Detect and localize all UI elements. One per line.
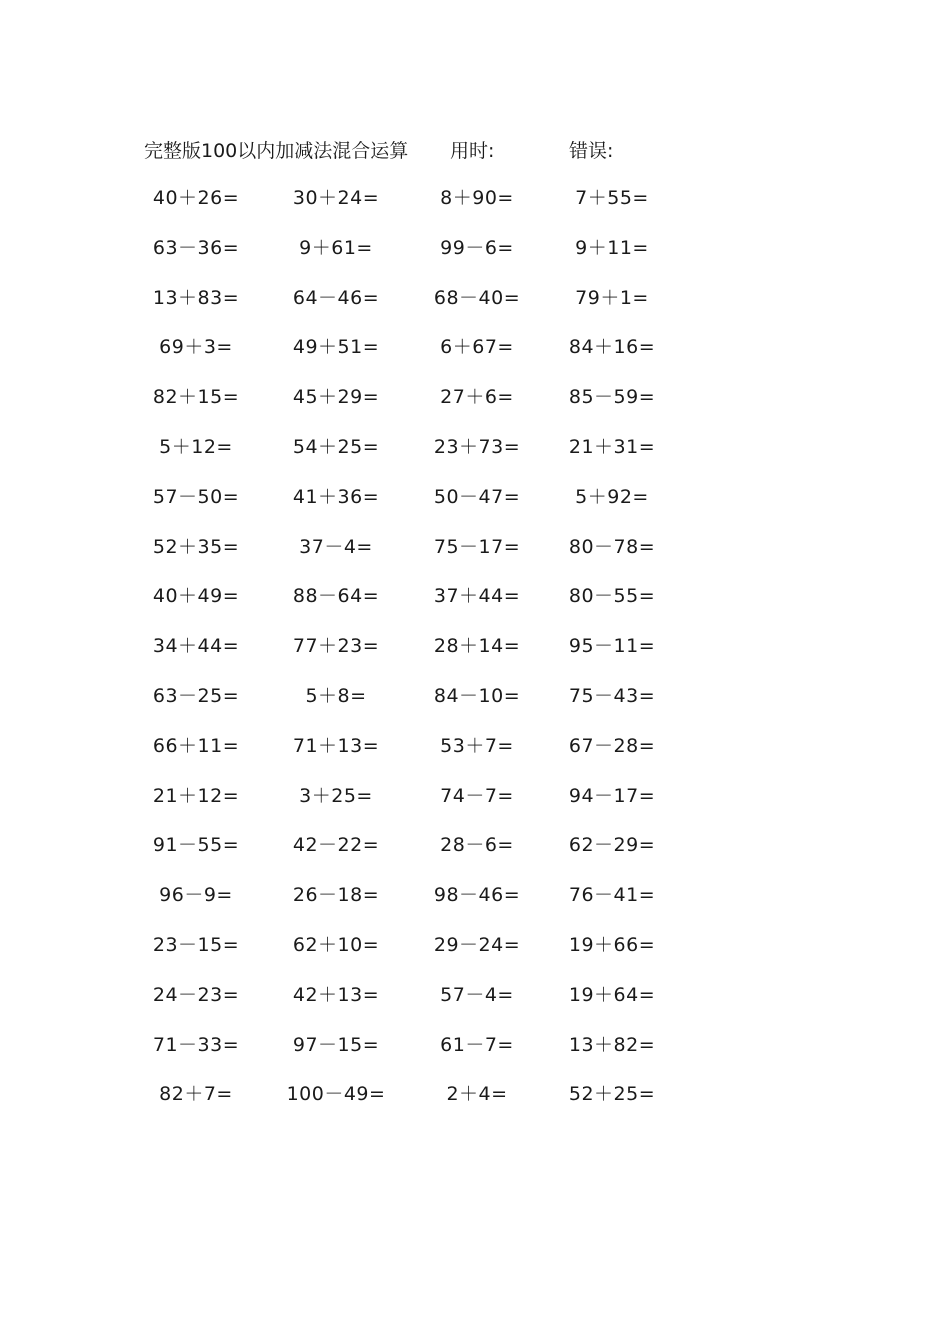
- problem-row: [0, 233, 950, 283]
- math-problem: 6＋67=: [440, 336, 514, 359]
- problem-row: [0, 382, 950, 432]
- math-problem: 96－9=: [159, 884, 233, 907]
- math-problem: 40＋49=: [152, 585, 240, 608]
- problem-row: [0, 631, 950, 681]
- math-problem: 75－43=: [568, 684, 656, 707]
- math-problem: 23－15=: [152, 933, 240, 956]
- problem-row: [0, 532, 950, 582]
- worksheet-header: [0, 136, 950, 166]
- math-problem: 23＋73=: [433, 435, 521, 458]
- problem-row: [0, 581, 950, 631]
- math-problem: 9＋61=: [299, 236, 373, 259]
- math-problem: 97－15=: [292, 1033, 380, 1056]
- math-problem: 34＋44=: [152, 635, 240, 658]
- math-problem: 28＋14=: [433, 635, 521, 658]
- math-problem: 64－46=: [292, 286, 380, 309]
- math-problem: 30＋24=: [292, 187, 380, 209]
- math-problem: 71－33=: [152, 1033, 240, 1056]
- problem-row: [0, 980, 950, 1030]
- math-problem: 13＋82=: [568, 1033, 656, 1056]
- math-problem: 84－10=: [433, 684, 521, 707]
- math-problem: 3＋25=: [299, 784, 373, 807]
- problem-row: [0, 432, 950, 482]
- math-problem: 40＋26=: [152, 187, 240, 209]
- math-problem: 67－28=: [568, 734, 656, 757]
- math-problem: 24－23=: [152, 983, 240, 1006]
- math-problem: 21＋31=: [568, 435, 656, 458]
- math-problem: 29－24=: [433, 933, 521, 956]
- problem-row: [0, 830, 950, 880]
- worksheet-title: 完整版100以内加减法混合运算: [144, 140, 409, 162]
- math-problem: 5＋92=: [575, 485, 649, 508]
- math-problem: 82＋15=: [152, 386, 240, 409]
- math-problem: 13＋83=: [152, 286, 240, 309]
- problem-row: [0, 880, 950, 930]
- math-problem: 5＋8=: [305, 684, 367, 707]
- math-problem: 62－29=: [568, 834, 656, 857]
- math-problem: 71＋13=: [292, 734, 380, 757]
- error-label: 错误:: [569, 140, 614, 162]
- math-problem: 7＋55=: [575, 187, 649, 209]
- problem-row: [0, 283, 950, 333]
- time-label: 用时:: [450, 140, 495, 162]
- math-problem: 8＋90=: [440, 187, 514, 209]
- math-problem: 57－4=: [440, 983, 514, 1006]
- math-problem: 52＋25=: [568, 1083, 656, 1106]
- math-problem: 100－49=: [286, 1083, 386, 1106]
- math-problem: 82＋7=: [159, 1083, 233, 1106]
- math-problem: 49＋51=: [292, 336, 380, 359]
- math-problem: 37＋44=: [433, 585, 521, 608]
- math-problem: 85－59=: [568, 386, 656, 409]
- problem-row: [0, 332, 950, 382]
- math-problem: 79＋1=: [575, 286, 649, 309]
- math-problem: 76－41=: [568, 884, 656, 907]
- math-problem: 50－47=: [433, 485, 521, 508]
- math-problem: 28－6=: [440, 834, 514, 857]
- problem-row: [0, 681, 950, 731]
- math-problem: 77＋23=: [292, 635, 380, 658]
- math-problem: 41＋36=: [292, 485, 380, 508]
- math-problem: 91－55=: [152, 834, 240, 857]
- math-problem: 57－50=: [152, 485, 240, 508]
- math-problem: 19＋66=: [568, 933, 656, 956]
- math-problem: 63－25=: [152, 684, 240, 707]
- math-problem: 74－7=: [440, 784, 514, 807]
- math-problem: 21＋12=: [152, 784, 240, 807]
- math-problem: 88－64=: [292, 585, 380, 608]
- math-problem: 68－40=: [433, 286, 521, 309]
- math-problem: 2＋4=: [446, 1083, 508, 1106]
- math-problem: 63－36=: [152, 236, 240, 259]
- math-problem: 99－6=: [440, 236, 514, 259]
- math-problem: 9＋11=: [575, 236, 649, 259]
- math-problem: 98－46=: [433, 884, 521, 907]
- problem-row: [0, 183, 950, 233]
- math-problem: 62＋10=: [292, 933, 380, 956]
- math-problem: 26－18=: [292, 884, 380, 907]
- problem-row: [0, 930, 950, 980]
- math-problem: 75－17=: [433, 535, 521, 558]
- math-problem: 95－11=: [568, 635, 656, 658]
- problem-row: [0, 482, 950, 532]
- math-problem: 37－4=: [299, 535, 373, 558]
- math-problem: 52＋35=: [152, 535, 240, 558]
- math-problem: 84＋16=: [568, 336, 656, 359]
- math-problem: 19＋64=: [568, 983, 656, 1006]
- math-problem: 54＋25=: [292, 435, 380, 458]
- math-problem: 53＋7=: [440, 734, 514, 757]
- math-problem: 27＋6=: [440, 386, 514, 409]
- math-problem: 5＋12=: [159, 435, 233, 458]
- math-problem: 42＋13=: [292, 983, 380, 1006]
- problem-row: [0, 731, 950, 781]
- problem-grid: [0, 183, 950, 1129]
- problem-row: [0, 1030, 950, 1080]
- math-problem: 80－55=: [568, 585, 656, 608]
- problem-row: [0, 1079, 950, 1129]
- math-problem: 45＋29=: [292, 386, 380, 409]
- math-problem: 69＋3=: [159, 336, 233, 359]
- math-problem: 80－78=: [568, 535, 656, 558]
- problem-row: [0, 781, 950, 831]
- math-problem: 94－17=: [568, 784, 656, 807]
- math-problem: 66＋11=: [152, 734, 240, 757]
- math-problem: 42－22=: [292, 834, 380, 857]
- math-problem: 61－7=: [440, 1033, 514, 1056]
